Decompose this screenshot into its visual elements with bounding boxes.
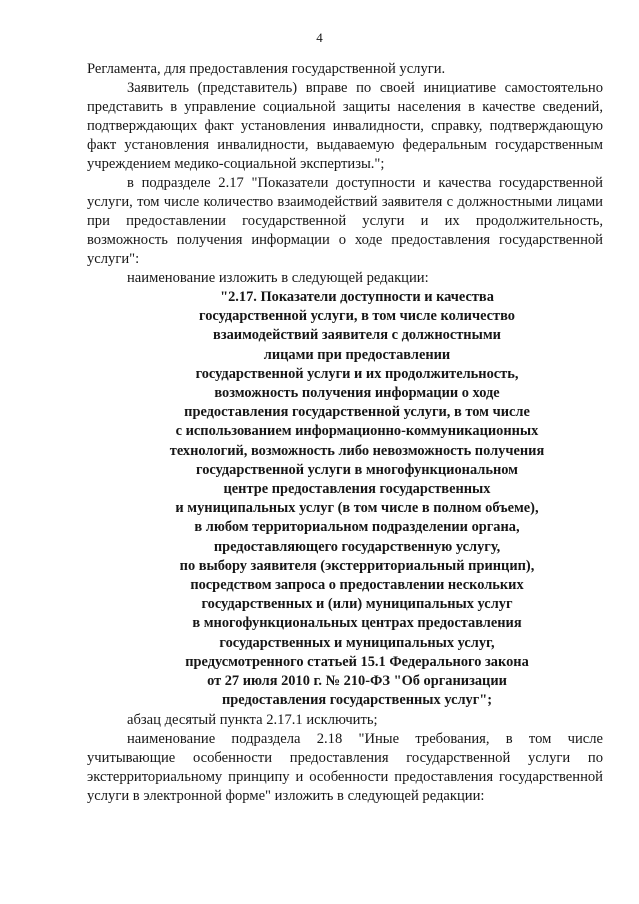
heading-line: предоставляющего государственную услугу,: [213, 538, 501, 555]
heading-line: государственной услуги и их продолжительность,: [195, 365, 519, 382]
heading-line: от 27 июля 2010 г. № 210-ФЗ "Об организации: [207, 673, 507, 690]
heading-line: предусмотренного статьей 15.1 Федерального закона: [185, 653, 529, 670]
heading-line: центре предоставления государственных: [223, 481, 491, 498]
heading-line: "2.17. Показатели доступности и качества: [220, 289, 494, 305]
heading-line: предоставления государственных услуг";: [221, 692, 493, 709]
paragraph: наименование изложить в следующей редакции:: [127, 270, 429, 286]
heading-line: и муниципальных услуг (в том числе в полном объеме),: [175, 500, 539, 517]
page-number: 4: [316, 30, 323, 45]
heading-line: технологий, возможность либо невозможность получения: [169, 442, 545, 459]
paragraph: Регламента, для предоставления государственной услуги.: [87, 61, 446, 77]
heading-line: с использованием информационно-коммуникационных: [175, 423, 539, 440]
heading-line: в любом территориальном подразделении органа,: [194, 519, 520, 536]
paragraph: в подразделе 2.17 "Показатели доступности и качества государственной услуги, том числе количество взаимодействий заявителя с должностными лицами при предоставлении государственной услуги и их продолжительность, возможность получения информации о ходе предоставления государственной услуги":: [87, 175, 603, 267]
paragraph: наименование подраздела 2.18 "Иные требования, в том числе учитывающие особенности предоставления государственной услуги по экстерриториальному принципу и особенности предоставления государственной услуги в электронной форме" изложить в следующей редакции:: [87, 731, 603, 805]
heading-line: по выбору заявителя (экстерриториальный принцип),: [179, 557, 535, 574]
section-heading: [87, 288, 603, 710]
heading-line: государственной услуги в многофункциональном: [196, 461, 518, 478]
heading-line: в многофункциональных центрах предоставления: [192, 615, 522, 632]
heading-line: взаимодействий заявителя с должностными: [213, 327, 501, 344]
heading-line: посредством запроса о предоставлении нескольких: [190, 577, 524, 594]
heading-line: государственных и (или) муниципальных услуг: [201, 596, 513, 613]
document-body: [87, 60, 603, 806]
heading-line: возможность получения информации о ходе: [214, 385, 500, 402]
heading-line: предоставления государственной услуги, в том числе: [184, 404, 530, 421]
paragraph: Заявитель (представитель) вправе по своей инициативе самостоятельно представить в управление социальной защиты населения в качестве сведений, подтверждающих факт установления инвалидности, справку, подтверждающую факт установления инвалидности, выдаваемую федеральным государственным учреждением медико-социальной экспертизы.";: [87, 80, 603, 172]
heading-line: государственных и муниципальных услуг,: [219, 634, 495, 651]
heading-line: государственной услуги, в том числе количество: [199, 308, 515, 325]
paragraph: абзац десятый пункта 2.17.1 исключить;: [127, 712, 378, 729]
heading-line: лицами при предоставлении: [263, 346, 451, 363]
